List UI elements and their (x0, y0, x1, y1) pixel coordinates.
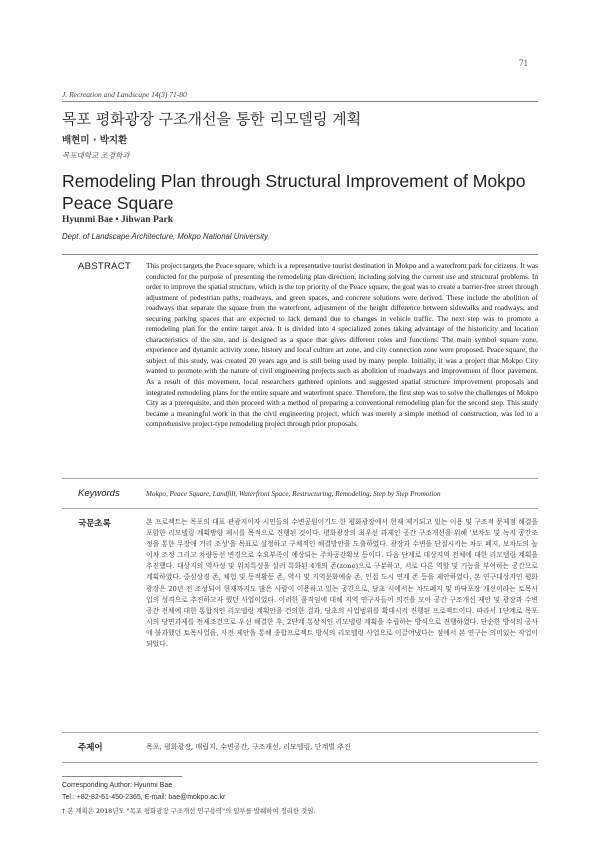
keywords-label: Keywords (78, 488, 120, 499)
abstract-divider (62, 254, 538, 255)
abstract-label: ABSTRACT (78, 261, 132, 272)
abstract-korean-label: 국문초록 (78, 519, 111, 529)
korean-keywords-top-divider (62, 732, 538, 733)
affiliation-english: Dept. of Landscape Architecture, Mokpo National University (62, 232, 268, 241)
authors-english: Hyunmi Bae • Jihwan Park (62, 215, 174, 225)
abstract-korean-text: 본 프로젝트는 목포의 대표 관광지이자 시민들의 수변공원이기도 한 평화광장에서 현재 제기되고 있는 이용 및 구조적 문제점 해결을 포함한 리모델링 계획방향 제시를 목적으로 진행된 것이다. 평화광장의 최우선 과제인 공간 구조개선을 위해 '보차도 및 녹지 공간조정을 통한 무장애 거리 조성'을 목표로 설정하고 구체적인 해결방안을 도출하였다. 광장과 수변을 단절시키는 차도 폐지, 보차도의 높이차 조정 그리고 차량동선 변경으로 수요부족이 예상되는 주차공간확보 등이다. 다음 단계로 대상지역 전체에 대한 리모델링 계획을 추진했다. 대상지의 역사성 및 위치특성을 살려 특화된 4개의 존(zone)으로 구분하고, 서로 다른 역할 및 기능을 부여하는 공간으로 계획하였다. 중심상징 존, 체험 및 동적활동 존, 역사 및 지역문화예술 존, 인접 도시 연계 존 등을 제안하였다. 본 연구대상지인 평화광장은 20년 전 조성되어 현재까지도 많은 사람이 이용하고 있는 공간으로, 당초 시에서는 차도폐지 및 바닥포장 개선이라는 토목사업의 성격으로 추진하고자 했던 사업이었다. 이러한 움직임에 대해 지역 연구자들이 의견을 모아 공간 구조개선 제안 및 광장과 수변공간 전체에 대한 통합적인 리모델링 계획안을 건의한 결과, 당초의 사업범위를 확대시켜 진행된 프로젝트이다. 따라서 1단계로 목포시의 당면과제를 전제조건으로 우선 해결한 후, 2단계 통상적인 리모델링 계획을 수립하는 방식으로 진행하였다. 단순한 방식의 공사에 불과했던 토목사업을, 사전 제안을 통해 종합프로젝트 방식의 리모델링 사업으로 이끌어냈다는 점에서 본 연구는 의미있는 작업이 되었다. (146, 518, 538, 649)
footnote-contact: Tel.: +82-82-61-450-2365, E-mail: bae@mokpo.ac.kr (62, 794, 226, 801)
abstract-text: This project targets the Peace square, which is a representative tourist destination in Mokpo and a waterfront park for citizens. It was conducted for the purpose of presenting the remodeling plan direction, including solving the current use and structural problems. In order to improve the spatial structure, which is the top priority of the Peace square, the goal was to create a barrier-free street through adjustment of pedestrian paths, roadways, and green spaces, and concrete solutions were derived. These include the abolition of roadways that separate the square from the waterfront, adjustment of the height difference between sidewalks and roadways, and securing parking spaces that are expected to lack demand due to changes in vehicle traffic. The next step was to promote a remodeling plan for the entire target area. It is divided into 4 specialized zones taking advantage of the historicity and location characteristics of the site, and is designed as a space that gives different roles and functions. The main symbol square zone, experience and dynamic activity zone, history and local culture art zone, and city connection zone were proposed. Peace square, the subject of this study, was created 20 years ago and is still being used by many people. Initially, it was a project that Mokpo City wanted to promote with the nature of civil engineering projects such as abolition of roadways and improvement of floor pavement. As a result of this movement, local researchers gathered opinions and suggested spatial structure improvement proposals and integrated remodeling plans for the entire square and waterfront space. Therefore, the first step was to solve the challenges of Mokpo City as a prerequisite, and then proceed with a method of preparing a conventional remodeling plan for the second step. This study became a meaningful work in that the civil engineering project, which was merely a simple method of construction, was led to a comprehensive project-type remodeling project through prior proposals. (146, 261, 538, 429)
title-english: Remodeling Plan through Structural Improvement of Mokpo Peace Square (62, 171, 526, 213)
footnote-note: † 본 계획은 2018년도 "목포 평화광장 구조개선 연구용역"의 일부를 발췌하여 정리한 것임. (62, 807, 316, 815)
footnote-rule (62, 776, 182, 777)
authors-korean: 배현미 · 박지환 (62, 135, 128, 146)
korean-keywords-bottom-divider (62, 762, 538, 763)
keywords-korean-label: 주제어 (78, 743, 103, 753)
keywords-bottom-divider (62, 508, 538, 509)
keywords-text: Mokpo, Peace Square, Landfill, Waterfront Space, Restructuring, Remodeling, Step by Step Promotion (146, 490, 441, 498)
keywords-korean-text: 목포, 평화광장, 매립지, 수변공간, 구조개선, 리모델링, 단계별 추진 (146, 743, 351, 751)
affiliation-korean: 목포대학교 조경학과 (62, 151, 130, 160)
journal-citation: J. Recreation and Landscape 14(3) 71-80 (62, 90, 187, 99)
footnote-corresponding-author: Corresponding Author: Hyunmi Bae (62, 782, 173, 789)
keywords-top-divider (62, 478, 538, 479)
title-korean: 목포 평화광장 구조개선을 통한 리모델링 계획 (62, 110, 362, 128)
header-divider (62, 101, 538, 102)
page-number: 71 (519, 58, 528, 68)
